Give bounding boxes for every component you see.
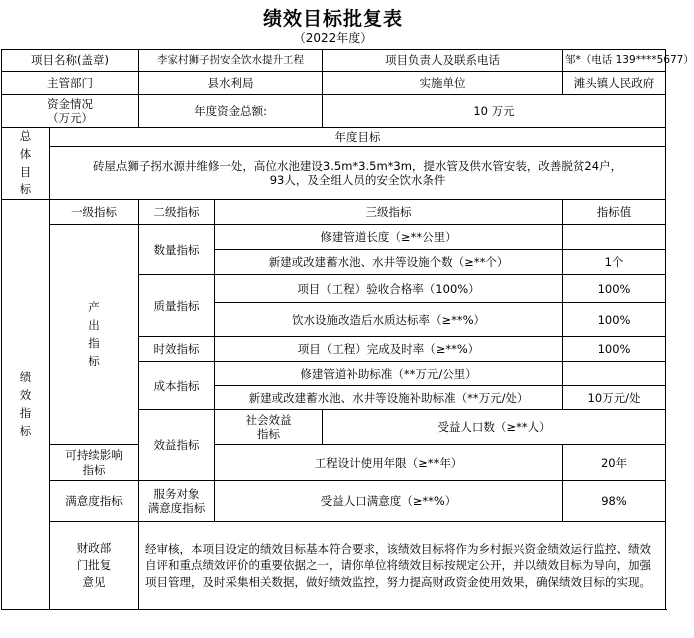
indicator-value: 10万元/处 xyxy=(563,386,666,410)
page-year: （2022年度） xyxy=(293,31,373,45)
annual-fund-value: 10 万元 xyxy=(323,95,666,128)
indicator-name: 新建或改建蓄水池、水井等设施补助标准（**万元/处） xyxy=(215,386,563,410)
indicator-row-sa1 xyxy=(2,481,666,522)
quality-indicator-label: 质量指标 xyxy=(139,275,215,337)
header-level1: 一级指标 xyxy=(50,200,139,225)
dept-value: 县水利局 xyxy=(139,72,323,95)
indicator-value: 100% xyxy=(563,275,666,303)
quantity-indicator-label: 数量指标 xyxy=(139,225,215,275)
indicator-row-su1 xyxy=(2,445,666,481)
fund-label-line1: 资金情况 xyxy=(47,96,93,111)
impl-label: 实施单位 xyxy=(323,72,563,95)
indicator-name: 新建或改建蓄水池、水井等设施个数（≥**个） xyxy=(215,250,563,275)
indicator-name: 修建管道补助标准（**万元/公里） xyxy=(215,362,563,386)
indicator-name: 项目（工程）完成及时率（≥**%） xyxy=(215,337,563,362)
annual-goal-content xyxy=(50,147,666,200)
indicator-value: 98% xyxy=(563,481,666,522)
annual-goal-line2: 93人，及全组人员的安全饮水条件 xyxy=(269,173,446,188)
indicator-name: 饮水设施改造后水质达标率（≥**%） xyxy=(215,303,563,337)
finance-opinion-text: 经审核，本项目设定的绩效目标基本符合要求，该绩效目标将作为乡村振兴资金绩效运行监控、绩效自评和重点绩效评价的重要依据之一，请你单位将绩效目标按规定公开，并以绩效目标为导向，加强项目管理，及时采集相关数据，做好绩效监控，努力提高财政资金使用效果，确保绩效目标的实现。 xyxy=(139,522,666,610)
project-name-value: 李家村狮子拐安全饮水提升工程 xyxy=(139,50,323,72)
social-indicator-label: 社会效益 指标 xyxy=(215,410,323,445)
sustain-indicator-label: 可持续影响 指标 xyxy=(50,445,139,481)
header-level3: 三级指标 xyxy=(215,200,563,225)
annual-goal-line1: 砖屋点狮子拐水源井维修一处，高位水池建设3.5m*3.5m*3m，提水管及供水管安装，改善脱贫24户， xyxy=(92,158,623,173)
indicator-value: 20年 xyxy=(563,445,666,481)
owner-label: 项目负责人及联系电话 xyxy=(323,50,563,72)
cost-indicator-label: 成本指标 xyxy=(139,362,215,410)
indicator-value: 100% xyxy=(563,337,666,362)
info-row-dept xyxy=(2,72,666,95)
indicator-header-row xyxy=(2,200,666,225)
overall-goal-label: 总 体 目 标 xyxy=(2,128,50,200)
indicators-label: 绩 效 指 标 xyxy=(2,200,50,610)
timeliness-indicator-label: 时效指标 xyxy=(139,337,215,362)
indicator-name: 工程设计使用年限（≥**年） xyxy=(215,445,563,481)
service-indicator-label: 服务对象 满意度指标 xyxy=(139,481,215,522)
annual-goal-label: 年度目标 xyxy=(50,128,666,147)
indicator-row-q1 xyxy=(2,225,666,250)
info-row-project xyxy=(2,50,666,72)
owner-value: 邹*（电话 139****5677） xyxy=(563,50,666,72)
output-indicator-label: 产 出 指 标 xyxy=(50,225,139,445)
header-level2: 二级指标 xyxy=(139,200,215,225)
indicator-name: 受益人口数（≥**人） xyxy=(323,410,666,445)
indicator-name: 修建管道长度（≥**公里） xyxy=(215,225,563,250)
satisfaction-indicator-label: 满意度指标 xyxy=(50,481,139,522)
impl-value: 滩头镇人民政府 xyxy=(563,72,666,95)
indicator-value: 1个 xyxy=(563,250,666,275)
indicator-value xyxy=(563,362,666,386)
fund-label xyxy=(2,95,139,128)
dept-label: 主管部门 xyxy=(2,72,139,95)
indicator-value xyxy=(563,225,666,250)
page-title: 绩效目标批复表 xyxy=(262,8,403,30)
benefit-indicator-label: 效益指标 xyxy=(139,410,215,481)
overall-goal-content-row xyxy=(2,147,666,200)
indicator-name: 受益人口满意度（≥**%） xyxy=(215,481,563,522)
performance-table xyxy=(1,49,694,610)
finance-opinion-label: 财政部 门批复 意见 xyxy=(50,522,139,610)
info-row-fund xyxy=(2,95,666,128)
finance-opinion-row xyxy=(2,522,666,610)
indicator-name: 项目（工程）验收合格率（100%） xyxy=(215,275,563,303)
project-name-label: 项目名称(盖章) xyxy=(2,50,139,72)
overall-goal-header-row xyxy=(2,128,666,147)
fund-label-line2: （万元） xyxy=(47,111,93,125)
annual-fund-label: 年度资金总额: xyxy=(139,95,323,128)
indicator-value: 100% xyxy=(563,303,666,337)
header-value: 指标值 xyxy=(563,200,666,225)
